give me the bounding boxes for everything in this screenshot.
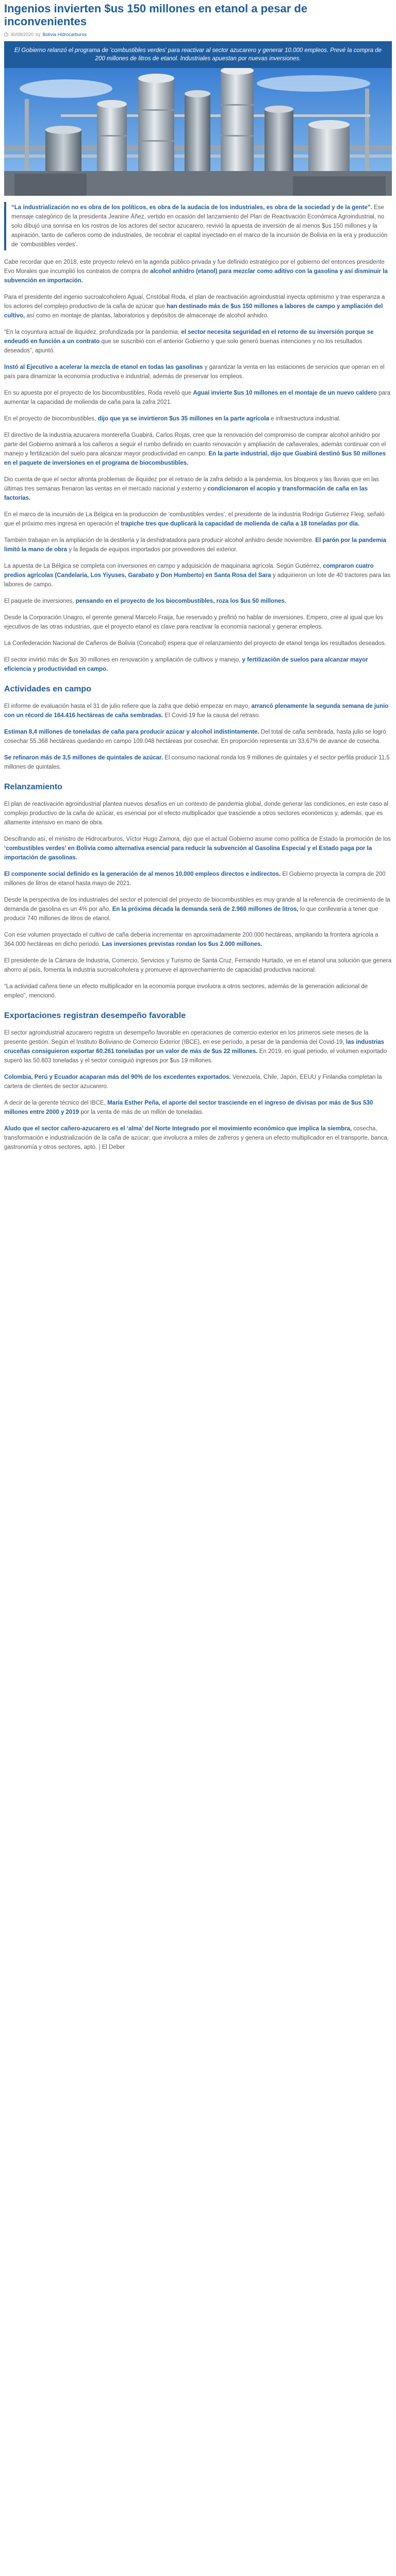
body-text: para aumentar la capacidad de molienda de caña para la zafra 2021. [4, 390, 391, 405]
body-text: que se suscribió con el anterior Gobierno y que solo generó buenas intenciones y no los resultados deseados”, apuntó. [4, 338, 362, 354]
highlight-text: las industrias cruceñas consiguieron exportar 60.261 toneladas por un valor de más de $us 22 millones. [4, 1039, 385, 1055]
highlight-text: Aguaí invierte $us 10 millones en el montaje de un nuevo caldero [193, 390, 377, 396]
body-text: El directivo de la industria azucarera montereña Guabirá, Carlos Rojas, cree que la renovación del compromiso de comprar alcohol anhidro por parte del Gobierno animará a los cañeros a seguir el rumbo definido en cuanto renovación y ampliación de cañaverales, además continuar con el manejo y fertilización del suelo para alcanzar mayor productividad en campo. [4, 432, 386, 457]
article-lede: El Gobierno relanzó el programa de 'combustibles verdes' para reactivar al sector azucarero y generar 10.000 empleos. Prevé la compra de 200 millones de litros de etanol. Industriales apuestan por nuevas inversiones. [4, 41, 392, 68]
highlight-text: han destinado más de $us 150 millones a labores de campo y ampliación del cultivo, [4, 303, 383, 319]
paragraph [4, 753, 392, 772]
body-text: “La actividad cañera tiene un efecto multiplicador en la economía porque involucra a otros sectores, además de la generación adicional de empleo”, mencionó. [4, 984, 368, 999]
article-meta [4, 32, 392, 37]
body-text: e infraestructura industrial. [269, 416, 341, 422]
body-text: cosecha, transformación e industrialización de la caña de azúcar; que involucra a miles de zafreros y genera un efecto multiplicador en el transporte, banca, gastronomía y otros sectores, aptó. | El Deber [4, 1126, 389, 1150]
article-date: 30/08/2020 [10, 32, 34, 37]
paragraph [4, 930, 392, 949]
body-text: “En la coyuntura actual de iliquidez, profundizada por la pandemia, [4, 329, 182, 335]
paragraph [4, 835, 392, 862]
body-text: por la venta de más de un millón de toneladas. [79, 1109, 204, 1115]
paragraph [4, 613, 392, 632]
paragraph [4, 800, 392, 827]
body-text: y la llegada de equipos importados por proveedores del exterior. [67, 547, 238, 553]
paragraph [4, 727, 392, 746]
body-text: lo que conllevaría a tener que producir 740 millones de litros de etanol. [4, 906, 378, 922]
highlight-text: Instó al Ejecutivo a acelerar la mezcla de etanol en todas las gasolinas [4, 364, 203, 370]
body-text: Con ese volumen proyectado el cultivo de caña debería incrementar en aproximadamente 200.000 hectáreas, ampliando la frontera agrícola a 364.000 hectáreas en dicho periodo. [4, 932, 378, 947]
highlight-text: condicionaron el acopio y transformación de caña en las factorías. [4, 486, 368, 501]
body-text: La Confederación Nacional de Cañeros de Bolivia (Concabol) espera que el relanzamiento del proyecto de etanol tenga los resultados deseados. [4, 640, 386, 647]
highlight-text: compraron cuatro predios agrícolas (Candelaria, Los Yiyuses, Garabato y Don Humberto) en Santa Rosa del Sara [4, 563, 374, 579]
paragraph [4, 956, 392, 975]
highlight-text: El parón por la pandemia limitó la mano de obra [4, 537, 386, 553]
paragraph [4, 1098, 392, 1117]
highlight-text: y fertilización de suelos para alcanzar mayor eficiencia y productividad en campo. [4, 657, 368, 672]
body-text: El Gobierno proyecta la compra de 200 millones de litros de etanol hasta mayo de 2021. [4, 871, 386, 887]
paragraph [4, 536, 392, 554]
hero-image [4, 68, 392, 196]
article-intro [4, 202, 392, 250]
paragraph [4, 293, 392, 320]
highlight-text: alcohol anhidro (etanol) para mezclar como aditivo con la gasolina y así disminuir la subvención en importación. [4, 268, 388, 284]
body-text: La apuesta de La Bélgica se completa con inversiones en campo y adquisición de maquinaria agrícola. Según Gutiérrez, [4, 563, 323, 569]
body-text: Desde la perspectiva de los industriales del sector el potencial del proyecto de biocombustibles es muy grande al la referencia de crecimiento de la demanda de gasolina es un 4% por año. [4, 897, 390, 912]
section-heading: Exportaciones registran desempeño favorable [4, 1011, 186, 1020]
body-text: El Covid-19 fue la causa del retraso. [163, 713, 260, 719]
body-text: Cabe recordar que en 2018, este proyecto relevó en la agenda público-privada y fue definido estratégico por el gobierno del entonces presidente Evo Morales que incumplió los contratos de compra de [4, 259, 385, 275]
section-heading: Relanzamiento [4, 783, 62, 791]
paragraph [4, 597, 392, 606]
author-link[interactable]: Bolivia Hidrocarburos [42, 32, 87, 37]
paragraph [4, 639, 392, 648]
highlight-text: Colombia, Perú y Ecuador acaparan más del 90% de los excedentes exportados. [4, 1074, 231, 1080]
paragraph [4, 655, 392, 674]
highlight-text: “La industrialización no es obra de los políticos, es obra de la audacia de los industriales, es obra de la sociedad y de la gente”. [11, 205, 372, 211]
body-text: El presidente de la Cámara de Industria, Comercio, Servicios y Turismo de Santa Cruz, Fernando Hurtado, ve en el etanol una solución que genera ahorro al país, fomenta la industria sucroalcoholera y promueve el aprovechamiento de capacidad productiva nacional. [4, 958, 392, 973]
paragraph [4, 431, 392, 468]
body-text: Dio cuenta de que el sector afronta problemas de iliquidez por el retraso de la zafra debido a la pandemia, los bloqueos y las lluvias que en las últimas tres semanas frenaron las ventas en el mercado nacional y externo y [4, 477, 379, 492]
highlight-text: trapiche tres que duplicará la capacidad de molienda de caña a 18 toneladas por día. [121, 521, 360, 527]
byline-prefix: by [36, 32, 41, 37]
paragraph [4, 328, 392, 355]
paragraph [4, 982, 392, 1001]
paragraph [4, 1124, 392, 1152]
highlight-text: María Esther Peña, el aporte del sector trasciende en el ingreso de divisas por más de $us 530 millones entre 2000 y 2019 [4, 1100, 373, 1115]
body-text: En su apuesta por el proyecto de los biocombustibles, Roda reveló que [4, 390, 193, 396]
body-text: A decir de la gerente técnico del IBCE, [4, 1100, 108, 1106]
section-heading: Actividades en campo [4, 685, 91, 693]
paragraph [4, 870, 392, 888]
paragraph [4, 562, 392, 589]
body-text: En el proyecto de biocombustibles, [4, 416, 98, 422]
highlight-text: Se refinaron más de 3,5 millones de quintales de azúcar. [4, 755, 163, 761]
paragraph [4, 388, 392, 407]
highlight-text: En la parte industrial, dijo que Guabirá destinó $us 50 millones en el paquete de inversiones en el programa de biocombustibles. [4, 451, 386, 466]
paragraph [4, 475, 392, 503]
paragraph [4, 258, 392, 285]
article-title: Ingenios invierten $us 150 millones en etanol a pesar de inconvenientes [4, 2, 308, 28]
highlight-text: Las inversiones previstas rondan los $us 2.000 millones. [102, 941, 262, 947]
body-text: El sector agroindustrial azucarero registra un desempeño favorable en operaciones de comercio exterior en los primeros siete meses de la presente gestión. Según el Instituto Boliviano de Comercio Exterior (IBCE), en ese período, a pesar de la pandemia del Covid-19, [4, 1030, 369, 1045]
paragraph [4, 510, 392, 529]
paragraph [4, 895, 392, 923]
paragraph [4, 1028, 392, 1065]
body-text: Del total de caña sembrada, hasta julio se logró cosechar 55.368 hectáreas quedando en campo 109.048 hectáreas por cosechar. En proporción representa un 33,67% de avance de cosecha. [4, 729, 386, 744]
paragraph [4, 363, 392, 381]
highlight-text: Aludo que el sector cañero-azucarero es el ‘alma’ del Norte Integrado por el movimiento económico que implica la siembra, [4, 1126, 352, 1132]
paragraph [4, 414, 392, 423]
article-body [4, 258, 392, 1152]
body-text: El consumo nacional ronda los 9 millones de quintales y el sector perfila producir 11,5 millones de quintales. [4, 755, 390, 770]
highlight-text: El componente social definido es la generación de al menos 10.000 empleos directos e indirectos. [4, 871, 281, 877]
body-text: Venezuela, Chile, Japón, EEUU y Finlandia completan la cartera de clientes de sector azucarero. [4, 1074, 382, 1090]
highlight-text: Estiman 8,4 millones de toneladas de caña para producir azúcar y alcohol indistintamente. [4, 729, 259, 735]
body-text: y adquirieron un lote de 40 tractores para las labores de campo. [4, 572, 391, 588]
body-text: así como en montaje de plantas, laboratorios y depósitos de almacenaje de alcohol anhidro. [25, 313, 269, 319]
body-text: Descifrando así, el ministro de Hidrocarburos, Víctor Hugo Zamora, dijo que el actual Gobierno asume como política de Estado la promoción de los [4, 836, 391, 842]
highlight-text: pensando en el proyecto de los biocombustibles, roza los $us 50 millones. [75, 598, 287, 604]
body-text: Ese mensaje categórico de la presidenta Jeanine Áñez, vertido en ocasión del lanzamiento del Plan de Reactivación Económica Agroindustrial, no solo dibujó una sonrisa en los rostros de los actores del sector azucarero, revivió la apuesta de inversión de al menos $us 150 millones y la aspiración, tanto de cañeros como de industriales, de recobrar el capital inyectado en el marco de la incursión de Bolivia en la era y producción de ‘combustibles verdes’. [11, 205, 388, 248]
clock-icon [4, 32, 8, 37]
body-text: El plan de reactivación agroindustrial plantea nuevos desafíos en un contexto de pandemia global, donde generar las condiciones, en este caso al complejo productivo de la caña de azúcar, es esencial por el efecto multiplicador que trasciende a otros sectores económicos y, además, que es altamente intensivo en mano de obra. [4, 801, 388, 826]
body-text: En el marco de la incursión de La Bélgica en la producción de ‘combustibles verdes’, el presidente de la industria Rodrigo Gutiérrez Fleig, señaló que el próximo mes ingresa en operación el [4, 512, 385, 527]
body-text: y garantizar la venta en las estaciones de servicios que operan en el país para dinamizar la economía productiva e industrial, además de preservar los empleos. [4, 364, 385, 380]
highlight-text: el sector necesita seguridad en el retorno de su inversión porque se endeudó en función a un contrato [4, 329, 374, 345]
highlight-text: ‘combustibles verdes’ en Bolivia como alternativa esencial para reducir la subvención al Gasolina Especial y el Estado paga por la importación de gasolinas. [4, 845, 372, 861]
body-text: El informe de evaluación hasta el 31 de julio refiere que la zafra que debió empezar en mayo, [4, 703, 252, 709]
article [0, 0, 396, 1157]
body-text: Desde la Corporación Unagro, el gerente general Marcelo Fraija, fue reservado y prefirió no hablar de inversiones. Empero, cree al igual que los ejecutivos de las otras industrias, que el proyecto etanol es clave para reactivar la economía nacional y generar empleos. [4, 615, 384, 630]
body-text: El sector invirtió más de $us 30 millones en renovación y ampliación de cultivos y manejo, [4, 657, 242, 663]
highlight-text: arrancó plenamente la segunda semana de junio con un récord de 164.416 hectáreas de caña sembradas. [4, 703, 389, 719]
highlight-text: En la próxima década la demanda será de 2.960 millones de litros, [112, 906, 299, 912]
body-text: También trabajan en la ampliación de la destilería y la deshidratadora para producir alcohol anhidro desde noviembre. [4, 537, 316, 544]
paragraph [4, 702, 392, 720]
body-text: El paquete de inversiones, [4, 598, 76, 604]
highlight-text: dijo que ya se invirtieron $us 35 millones en la parte agrícola [97, 416, 269, 422]
body-text: Para el presidente del ingenio sucroalcoholero Aguaí, Cristóbal Roda, el plan de reactivación agroindustrial inyecta optimismo y trae esperanza a los actores del complejo productivo de la caña de azúcar que [4, 294, 385, 310]
body-text: En 2019, en igual periodo, el volumen exportado superó las 50.603 toneladas y el sector consiguió ingresos por $us 19 millones. [4, 1048, 387, 1064]
paragraph [4, 1073, 392, 1091]
